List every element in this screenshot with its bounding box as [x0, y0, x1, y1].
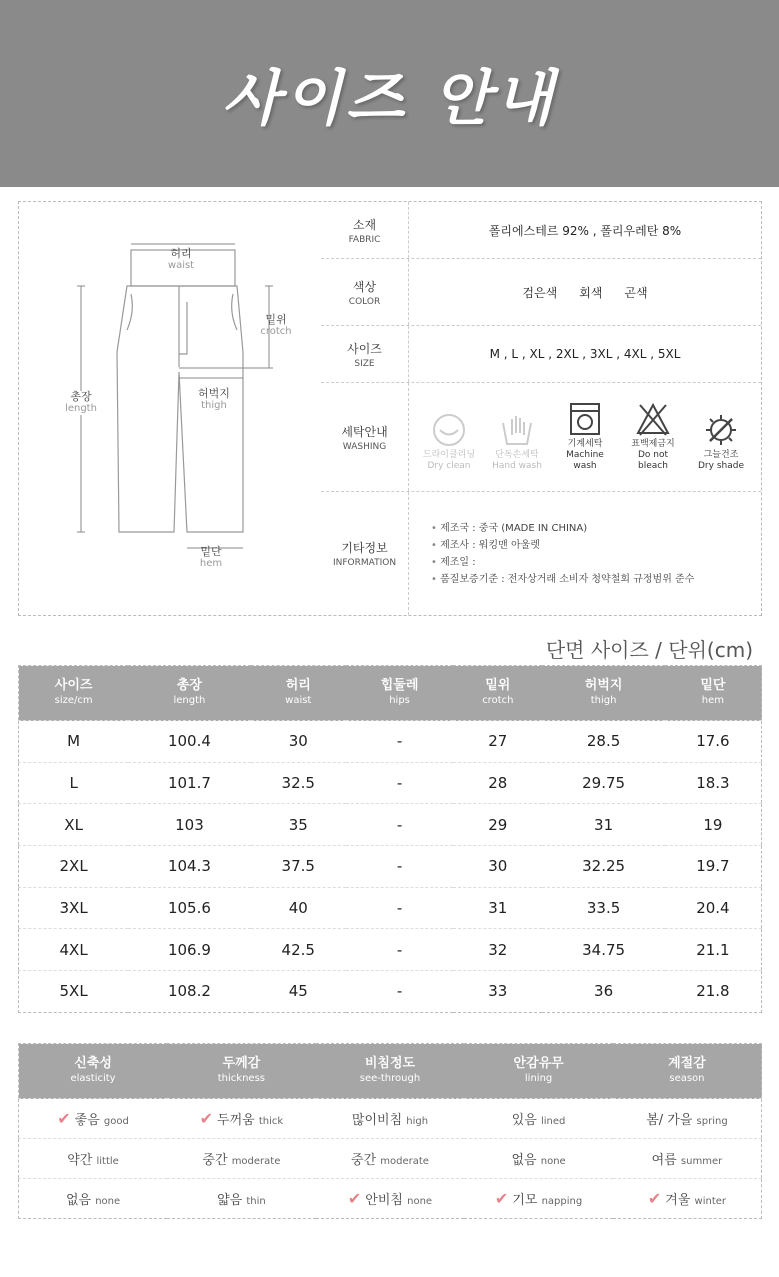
- table-cell: 2XL: [19, 846, 129, 888]
- spec-key-color-ko: 색상: [352, 279, 377, 294]
- feel-cell: [19, 1179, 168, 1219]
- feel-cell-ko: 없음: [65, 1193, 92, 1208]
- table-cell: 35: [251, 804, 346, 846]
- feel-cell-en: moderate: [380, 1156, 429, 1167]
- table-cell: 31: [453, 887, 542, 929]
- table-cell: 32.5: [251, 762, 346, 804]
- feel-header-cell: 신축성 elasticity: [19, 1044, 168, 1099]
- check-icon: ✔: [199, 1109, 214, 1128]
- info-line: • 품질보증기준 : 전자상거래 소비자 청약철회 규정범위 준수: [431, 571, 761, 588]
- feel-cell-en: none: [95, 1196, 121, 1207]
- size-header-cell: 밑단 hem: [665, 666, 762, 721]
- spec-key-info: [321, 492, 409, 615]
- table-cell: 21.8: [665, 971, 762, 1013]
- wash-label-en: Do not bleach: [637, 450, 669, 471]
- feel-cell-en: lined: [541, 1116, 566, 1127]
- feel-cell-ko: 겨울: [665, 1193, 691, 1208]
- table-cell: 29.75: [542, 762, 664, 804]
- table-cell: 103: [128, 804, 250, 846]
- spec-key-fabric-en: FABRIC: [348, 234, 381, 245]
- table-cell: -: [346, 804, 453, 846]
- table-cell: 28: [453, 762, 542, 804]
- table-cell: M: [19, 721, 129, 763]
- feel-cell: [613, 1099, 762, 1139]
- wash-item-no-bleach: [622, 402, 684, 472]
- table-cell: -: [346, 887, 453, 929]
- feel-cell-en: none: [407, 1196, 433, 1207]
- crotch-label-ko: 밑위: [265, 313, 287, 326]
- table-cell: 37.5: [251, 846, 346, 888]
- washing-icons: [409, 383, 761, 491]
- fabric-feel-table: [18, 1043, 762, 1219]
- table-cell: 108.2: [128, 971, 250, 1013]
- feel-cell-en: thin: [246, 1196, 266, 1207]
- size-header-cell: 밑위 crotch: [453, 666, 542, 721]
- table-cell: 5XL: [19, 971, 129, 1013]
- feel-cell-en: moderate: [231, 1156, 281, 1167]
- shade-dry-icon: [704, 413, 738, 447]
- feel-cell-ko: 중간: [202, 1153, 228, 1168]
- size-header-cell: 사이즈 size/cm: [19, 666, 129, 721]
- wash-label-ko: 드라이클리닝: [422, 450, 476, 460]
- table-row: [19, 1179, 762, 1219]
- table-cell: 32: [453, 929, 542, 971]
- feel-cell-ko: 없음: [511, 1153, 537, 1168]
- info-line: • 제조국 : 중국 (MADE IN CHINA): [431, 520, 761, 537]
- wash-label-en: Machine wash: [566, 450, 604, 471]
- table-cell: 18.3: [665, 762, 762, 804]
- size-table-header: [19, 666, 762, 721]
- color-value: 회색: [579, 285, 603, 300]
- thigh-label: [189, 388, 239, 412]
- spec-key-fabric: [321, 202, 409, 258]
- waist-label: [159, 248, 203, 272]
- table-cell: -: [346, 762, 453, 804]
- feel-cell: [167, 1179, 316, 1219]
- hem-label-ko: 밑단: [200, 545, 222, 558]
- table-cell: 31: [542, 804, 664, 846]
- wash-label-en: Dry shade: [698, 461, 744, 471]
- feel-cell-ko: 많이비침: [351, 1113, 403, 1128]
- feel-cell: [167, 1139, 316, 1179]
- feel-table-header: [19, 1044, 762, 1099]
- feel-header-cell: 비침정도 see-through: [316, 1044, 465, 1099]
- feel-cell-en: summer: [680, 1156, 723, 1167]
- size-table-body: [19, 721, 762, 1013]
- table-cell: 30: [453, 846, 542, 888]
- table-cell: 29: [453, 804, 542, 846]
- table-cell: 34.75: [542, 929, 664, 971]
- feel-cell-ko: 중간: [351, 1153, 377, 1168]
- spec-key-washing: [321, 383, 409, 491]
- feel-cell-en: thick: [258, 1116, 284, 1127]
- table-cell: 106.9: [128, 929, 250, 971]
- size-header-cell: 힙둘레 hips: [346, 666, 453, 721]
- table-cell: 101.7: [128, 762, 250, 804]
- feel-cell: [316, 1099, 465, 1139]
- spec-key-info-en: INFORMATION: [332, 558, 397, 568]
- color-values: [409, 259, 761, 325]
- table-cell: 36: [542, 971, 664, 1013]
- table-cell: 42.5: [251, 929, 346, 971]
- length-label: [59, 391, 103, 415]
- table-cell: 40: [251, 887, 346, 929]
- table-row: [19, 1099, 762, 1139]
- hem-label: [189, 546, 233, 570]
- wash-label-en: Dry clean: [427, 461, 471, 471]
- table-cell: -: [346, 721, 453, 763]
- feel-cell-en: none: [540, 1156, 566, 1167]
- crotch-label-en: crotch: [260, 326, 292, 337]
- feel-header-cell: 두께감 thickness: [167, 1044, 316, 1099]
- table-cell: L: [19, 762, 129, 804]
- spec-key-fabric-ko: 소재: [352, 217, 377, 232]
- table-cell: 45: [251, 971, 346, 1013]
- table-cell: 21.1: [665, 929, 762, 971]
- table-row: [19, 846, 762, 888]
- waist-label-ko: 허리: [170, 247, 192, 260]
- table-cell: 17.6: [665, 721, 762, 763]
- thigh-label-ko: 허벅지: [198, 387, 230, 400]
- no-bleach-icon: [636, 402, 670, 436]
- spec-row-washing: [321, 383, 761, 492]
- table-cell: 32.25: [542, 846, 664, 888]
- feel-cell: [316, 1139, 465, 1179]
- feel-header-cell: 안감유무 lining: [464, 1044, 613, 1099]
- feel-cell: [464, 1099, 613, 1139]
- feel-cell: [167, 1099, 316, 1139]
- dry-clean-icon: [432, 413, 466, 447]
- wash-item-dry-shade: [690, 413, 752, 472]
- table-row: [19, 804, 762, 846]
- feel-cell-ko: 얇음: [217, 1193, 243, 1208]
- feel-cell-en: spring: [696, 1116, 728, 1127]
- table-cell: -: [346, 846, 453, 888]
- table-row: [19, 762, 762, 804]
- check-icon: ✔: [347, 1189, 362, 1208]
- waist-label-en: waist: [167, 260, 195, 271]
- spec-row-size: [321, 326, 761, 383]
- feel-cell: [19, 1139, 168, 1179]
- table-cell: 33.5: [542, 887, 664, 929]
- size-header-cell: 허리 waist: [251, 666, 346, 721]
- wash-item-hand-wash: [486, 413, 548, 472]
- pants-diagram: [19, 202, 319, 615]
- color-value: 검은색: [522, 285, 558, 300]
- feel-cell-ko: 있음: [511, 1113, 537, 1128]
- feel-cell-en: napping: [541, 1196, 583, 1207]
- spec-key-size-en: SIZE: [354, 358, 375, 369]
- table-cell: 105.6: [128, 887, 250, 929]
- table-cell: 100.4: [128, 721, 250, 763]
- table-row: [19, 971, 762, 1013]
- spec-row-fabric: [321, 202, 761, 259]
- check-icon: ✔: [57, 1109, 71, 1128]
- spec-row-info: [321, 492, 761, 615]
- table-cell: 104.3: [128, 846, 250, 888]
- spec-key-info-ko: 기타정보: [341, 541, 388, 555]
- color-value: 곤색: [624, 285, 648, 300]
- table-cell: 27: [453, 721, 542, 763]
- feel-cell-ko: 좋음: [74, 1113, 100, 1128]
- table-cell: 33: [453, 971, 542, 1013]
- feel-cell: [613, 1179, 762, 1219]
- info-values: [409, 492, 761, 615]
- table-cell: 3XL: [19, 887, 129, 929]
- wash-label-ko: 그늘건조: [703, 450, 739, 460]
- size-value: M , L , XL , 2XL , 3XL , 4XL , 5XL: [489, 347, 681, 361]
- table-row: [19, 721, 762, 763]
- hand-wash-icon: [500, 413, 534, 447]
- hem-label-en: hem: [199, 558, 223, 569]
- size-header-cell: 총장 length: [128, 666, 250, 721]
- feel-cell: [316, 1179, 465, 1219]
- product-info-box: [18, 201, 762, 616]
- spec-key-size: [321, 326, 409, 382]
- feel-cell-en: winter: [694, 1196, 727, 1207]
- table-cell: 19: [665, 804, 762, 846]
- feel-cell: [464, 1139, 613, 1179]
- spec-key-size-ko: 사이즈: [347, 341, 382, 356]
- table-cell: 28.5: [542, 721, 664, 763]
- wash-label-ko: 표백제금지: [631, 439, 675, 449]
- info-line: • 제조사 : 워킹맨 아울렛: [431, 537, 761, 554]
- check-icon: ✔: [494, 1189, 509, 1208]
- table-cell: XL: [19, 804, 129, 846]
- page-header: [0, 0, 779, 187]
- wash-item-machine-wash: [554, 402, 616, 472]
- feel-cell: [464, 1179, 613, 1219]
- info-line: • 제조일 :: [431, 554, 761, 571]
- length-label-ko: 총장: [70, 390, 92, 403]
- spec-table: [321, 202, 761, 615]
- feel-cell-en: high: [406, 1116, 429, 1127]
- page-title: 사이즈 안내: [222, 63, 557, 134]
- feel-cell: [19, 1099, 168, 1139]
- table-row: [19, 929, 762, 971]
- fabric-value: 폴리에스테르 92% , 폴리우레탄 8%: [488, 223, 682, 238]
- check-icon: ✔: [647, 1189, 662, 1208]
- washing-machine-icon: [568, 402, 602, 436]
- table-cell: 20.4: [665, 887, 762, 929]
- table-row: [19, 887, 762, 929]
- feel-cell: [613, 1139, 762, 1179]
- length-label-en: length: [65, 403, 97, 414]
- feel-cell-ko: 봄/ 가을: [646, 1113, 693, 1128]
- table-row: [19, 1139, 762, 1179]
- spec-key-washing-ko: 세탁안내: [341, 424, 388, 439]
- feel-header-cell: 계절감 season: [613, 1044, 762, 1099]
- feel-cell-ko: 약간: [67, 1153, 93, 1168]
- spec-key-color-en: COLOR: [348, 296, 381, 307]
- table-cell: -: [346, 929, 453, 971]
- spec-key-color: [321, 259, 409, 325]
- wash-label-ko: 기계세탁: [567, 439, 603, 449]
- wash-label-en: Hand wash: [492, 461, 542, 471]
- table-cell: 4XL: [19, 929, 129, 971]
- table-cell: 30: [251, 721, 346, 763]
- feel-cell-ko: 기모: [512, 1193, 538, 1208]
- crotch-label: [251, 314, 301, 338]
- spec-key-washing-en: WASHING: [342, 441, 387, 452]
- feel-cell-ko: 여름: [651, 1153, 677, 1168]
- table-cell: 19.7: [665, 846, 762, 888]
- table-cell: -: [346, 971, 453, 1013]
- unit-label: 단면 사이즈 / 단위(cm): [545, 638, 753, 662]
- feel-table-body: [19, 1099, 762, 1219]
- thigh-label-en: thigh: [201, 400, 227, 411]
- feel-cell-en: good: [103, 1116, 129, 1127]
- size-table: [18, 665, 762, 1013]
- feel-cell-en: little: [96, 1156, 119, 1167]
- feel-cell-ko: 안비침: [365, 1193, 403, 1208]
- feel-cell-ko: 두꺼움: [217, 1113, 255, 1128]
- size-header-cell: 허벅지 thigh: [542, 666, 664, 721]
- wash-item-dry-clean: [418, 413, 480, 472]
- spec-row-color: [321, 259, 761, 326]
- wash-label-ko: 단독손세탁: [495, 450, 539, 460]
